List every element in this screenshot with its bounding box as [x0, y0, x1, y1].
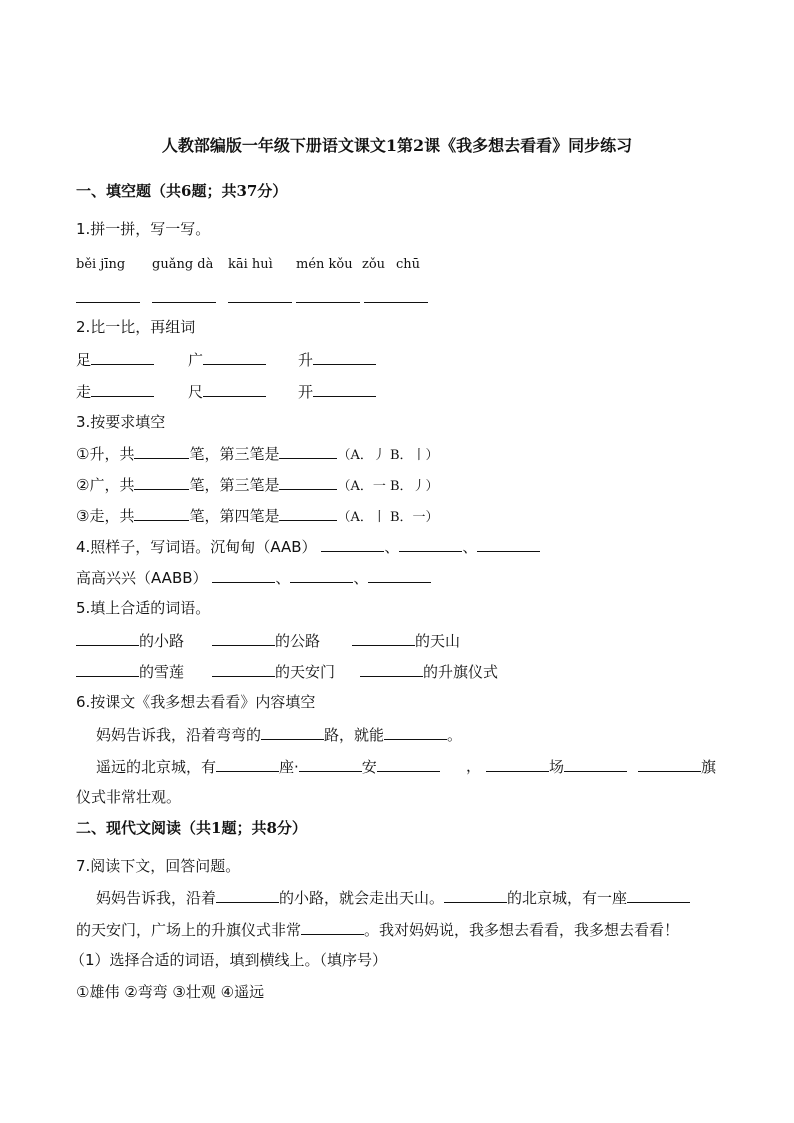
separator: 、: [353, 569, 369, 587]
stroke-text: ③走，共: [76, 507, 135, 525]
page-title: 人教部编版一年级下册语文课文1第2课《我多想去看看》同步练习: [161, 136, 633, 155]
fill-word: 的小路: [139, 632, 185, 650]
question-6-line-3: 仪式非常壮观。: [76, 788, 182, 806]
stroke-row-1: [76, 442, 439, 467]
compare-char: 走: [76, 383, 92, 401]
question-4-line-2: [76, 566, 431, 589]
separator: 、: [384, 538, 400, 556]
answer-blank[interactable]: [76, 629, 139, 646]
compare-char: 开: [298, 383, 314, 401]
compare-char: 尺: [188, 383, 204, 401]
passage-line-1: [96, 886, 690, 909]
answer-blank[interactable]: [216, 886, 279, 903]
answer-blank[interactable]: [301, 918, 364, 935]
stroke-text: 笔，第三笔是: [189, 445, 280, 463]
passage-text: 的北京城，有一座: [507, 889, 628, 907]
compare-char: 足: [76, 351, 92, 369]
passage-text: 妈妈告诉我，沿着弯弯的: [96, 726, 262, 744]
passage-text: 遥远的北京城，有: [96, 758, 217, 776]
compare-char: 广: [188, 351, 204, 369]
separator: 、: [462, 538, 478, 556]
passage-text: 座·: [279, 758, 299, 776]
question-6-prompt: 6.按课文《我多想去看看》内容填空: [76, 693, 316, 711]
question-4-prompt: 4.照样子，写词语。沉甸甸（AAB）: [76, 538, 317, 556]
answer-blank[interactable]: [313, 348, 376, 365]
pinyin-menkou: mén kǒu: [296, 257, 353, 272]
answer-blank[interactable]: [76, 286, 140, 303]
section-heading-1: 一、填空题（共6题；共37分）: [76, 182, 288, 200]
answer-blank[interactable]: [627, 886, 690, 903]
passage-text: 安: [361, 758, 377, 776]
question-4-line-1: [76, 535, 540, 558]
fill-word: 的公路: [275, 632, 321, 650]
fill-words-row-1: [76, 629, 516, 651]
passage-text: 。我对妈妈说，我多想去看看，我多想去看看！: [364, 921, 680, 939]
question-6-line-1: [96, 723, 462, 746]
passage-text: ，: [466, 757, 482, 775]
answer-blank[interactable]: [313, 380, 376, 397]
answer-blank[interactable]: [91, 380, 154, 397]
fill-word: 的升旗仪式: [423, 663, 499, 681]
answer-blank[interactable]: [477, 535, 540, 552]
answer-blank[interactable]: [296, 286, 360, 303]
answer-blank[interactable]: [486, 755, 549, 772]
answer-blank[interactable]: [399, 535, 462, 552]
answer-blank[interactable]: [134, 504, 189, 521]
stroke-text: 笔，第四笔是: [189, 507, 280, 525]
passage-text: 的小路，就会走出天山。: [279, 889, 445, 907]
answer-blank[interactable]: [228, 286, 292, 303]
passage-line-2: [76, 918, 679, 941]
answer-blank[interactable]: [290, 566, 353, 583]
stroke-text: 笔，第三笔是: [189, 476, 280, 494]
answer-blank[interactable]: [76, 660, 139, 677]
answer-blank[interactable]: [279, 442, 337, 459]
question-5-prompt: 5.填上合适的词语。: [76, 599, 211, 617]
stroke-row-2: [76, 473, 439, 498]
answer-blank[interactable]: [299, 755, 362, 772]
passage-text: 旗: [701, 758, 717, 776]
question-1-prompt: 1.拼一拼，写一写。: [76, 220, 211, 238]
pinyin-beijing: běi jīng: [76, 257, 126, 272]
answer-blank[interactable]: [360, 660, 423, 677]
pinyin-row: [76, 254, 476, 274]
answer-blank[interactable]: [212, 629, 275, 646]
answer-blank[interactable]: [203, 348, 266, 365]
answer-blank[interactable]: [261, 723, 324, 740]
compare-char: 升: [298, 351, 314, 369]
question-2-prompt: 2.比一比，再组词: [76, 318, 196, 336]
pinyin-guangda: guǎng dà: [152, 257, 214, 272]
answer-blank[interactable]: [152, 286, 216, 303]
answer-blank[interactable]: [91, 348, 154, 365]
stroke-options: （A．丿 B．丨）: [337, 448, 439, 463]
section-heading-2: 二、现代文阅读（共1题；共8分）: [76, 819, 307, 837]
fill-word: 的雪莲: [139, 663, 185, 681]
stroke-text: ①升，共: [76, 445, 135, 463]
compare-row-1: [76, 348, 396, 370]
answer-blank[interactable]: [203, 380, 266, 397]
answer-blank[interactable]: [364, 286, 428, 303]
answer-blank[interactable]: [352, 629, 415, 646]
answer-blank[interactable]: [638, 755, 701, 772]
fill-word: 的天山: [415, 632, 461, 650]
answer-blank[interactable]: [279, 473, 337, 490]
passage-text: 的天安门，广场上的升旗仪式非常: [76, 921, 302, 939]
passage-text: 场: [549, 758, 565, 776]
sub-question-1: （1）选择合适的词语，填到横线上。（填序号）: [70, 951, 388, 969]
stroke-text: ②广，共: [76, 476, 135, 494]
compare-row-2: [76, 380, 396, 402]
question-6-line-2: [96, 755, 716, 777]
answer-blank[interactable]: [564, 755, 627, 772]
answer-blank[interactable]: [384, 723, 447, 740]
answer-blank[interactable]: [212, 566, 275, 583]
separator: 、: [275, 569, 291, 587]
question-4-example: 高高兴兴（AABB）: [76, 569, 208, 587]
stroke-row-3: [76, 504, 439, 529]
passage-text: 路，就能: [324, 726, 385, 744]
stroke-options: （A．一 B．丿）: [337, 479, 439, 494]
stroke-options: （A．丨 B．一）: [337, 510, 439, 525]
passage-text: 妈妈告诉我，沿着: [96, 889, 217, 907]
pinyin-answer-blanks: [76, 286, 436, 306]
answer-blank[interactable]: [377, 755, 440, 772]
fill-words-row-2: [76, 660, 516, 682]
word-options: ①雄伟 ②弯弯 ③壮观 ④遥远: [76, 983, 265, 1001]
answer-blank[interactable]: [368, 566, 431, 583]
pinyin-chu: chū: [396, 257, 421, 272]
fill-word: 的天安门: [275, 663, 336, 681]
question-7-prompt: 7.阅读下文，回答问题。: [76, 857, 241, 875]
answer-blank[interactable]: [279, 504, 337, 521]
answer-blank[interactable]: [212, 660, 275, 677]
answer-blank[interactable]: [134, 473, 189, 490]
answer-blank[interactable]: [134, 442, 189, 459]
answer-blank[interactable]: [216, 755, 279, 772]
answer-blank[interactable]: [444, 886, 507, 903]
pinyin-kaihui: kāi huì: [228, 257, 273, 272]
answer-blank[interactable]: [321, 535, 384, 552]
pinyin-zou: zǒu: [362, 257, 386, 272]
question-3-prompt: 3.按要求填空: [76, 413, 166, 431]
passage-text: 。: [447, 726, 463, 744]
